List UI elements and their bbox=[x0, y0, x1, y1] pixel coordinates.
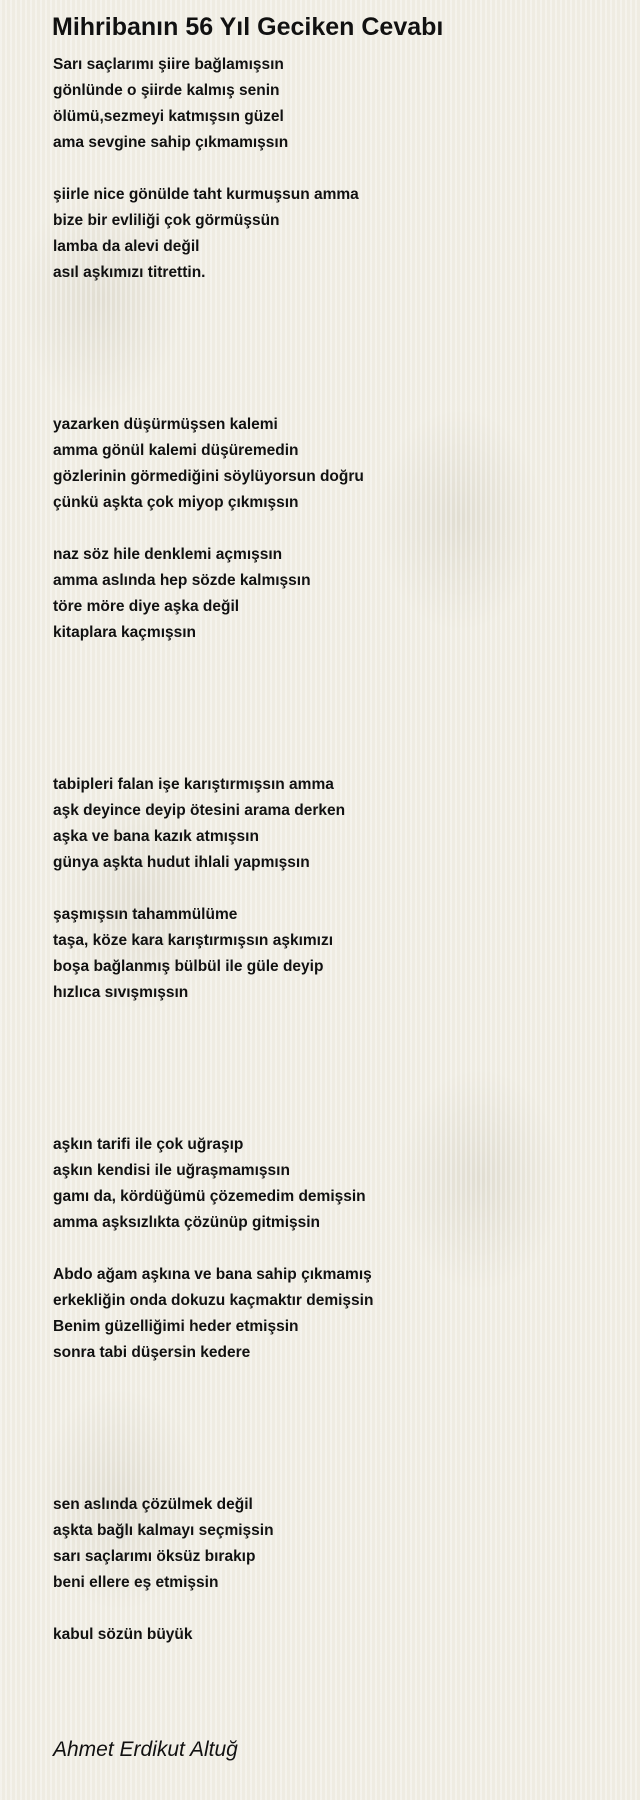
stanza-gap bbox=[53, 876, 613, 902]
poem-line: aşka ve bana kazık atmışsın bbox=[53, 828, 259, 845]
stanza-gap bbox=[53, 156, 613, 182]
poem-line: kabul sözün büyük bbox=[53, 1626, 193, 1643]
poem-line: gönlünde o şiirde kalmış senin bbox=[53, 82, 280, 99]
poem-line: aşk deyince deyip ötesini arama derken bbox=[53, 802, 346, 819]
stanza-10 bbox=[53, 1622, 613, 1648]
poem-line: boşa bağlanmış bülbül ile güle deyip bbox=[53, 958, 324, 975]
poem-line: kitaplara kaçmışsın bbox=[53, 624, 197, 641]
stanza-5 bbox=[53, 772, 613, 876]
stanza-gap bbox=[53, 1236, 613, 1262]
poem-line: Sarı saçlarımı şiire bağlamışsın bbox=[53, 56, 284, 73]
section-gap bbox=[53, 286, 613, 412]
poem-line: şaşmışsın tahammülüme bbox=[53, 906, 238, 923]
section-gap bbox=[53, 1366, 613, 1492]
stanza-1 bbox=[53, 52, 613, 156]
poem-title: Mihribanın 56 Yıl Geciken Cevabı bbox=[52, 13, 444, 41]
poem-line: gözlerinin görmediğini söylüyorsun doğru bbox=[53, 468, 364, 485]
poem-line: amma aslında hep sözde kalmışsın bbox=[53, 572, 311, 589]
poem-line: asıl aşkımızı titrettin. bbox=[53, 264, 206, 281]
stanza-gap bbox=[53, 1596, 613, 1622]
poem-line: sonra tabi düşersin kedere bbox=[53, 1344, 251, 1361]
poem-line: beni ellere eş etmişsin bbox=[53, 1574, 219, 1591]
poem-line: çünkü aşkta çok miyop çıkmışsın bbox=[53, 494, 299, 511]
poem-line: töre möre diye aşka değil bbox=[53, 598, 240, 615]
stanza-7 bbox=[53, 1132, 613, 1236]
poem-line: sarı saçlarımı öksüz bırakıp bbox=[53, 1548, 256, 1565]
poem-line: şiirle nice gönülde taht kurmuşsun amma bbox=[53, 186, 359, 203]
section-gap bbox=[53, 646, 613, 772]
poem-line: yazarken düşürmüşsen kalemi bbox=[53, 416, 278, 433]
poem-line: naz söz hile denklemi açmışsın bbox=[53, 546, 283, 563]
poem-line: erkekliğin onda dokuzu kaçmaktır demişsin bbox=[53, 1292, 374, 1309]
poem-line: hızlıca sıvışmışsın bbox=[53, 984, 189, 1001]
stanza-gap bbox=[53, 516, 613, 542]
poem-line: bize bir evliliği çok görmüşsün bbox=[53, 212, 280, 229]
stanza-9 bbox=[53, 1492, 613, 1596]
poem-line: amma aşksızlıkta çözünüp gitmişsin bbox=[53, 1214, 321, 1231]
poem-line: lamba da alevi değil bbox=[53, 238, 200, 255]
poem-line: Benim güzelliğimi heder etmişsin bbox=[53, 1318, 299, 1335]
poem-line: Abdo ağam aşkına ve bana sahip çıkmamış bbox=[53, 1266, 372, 1283]
stanza-3 bbox=[53, 412, 613, 516]
stanza-4 bbox=[53, 542, 613, 646]
poem-body bbox=[53, 52, 613, 1648]
poem-line: amma gönül kalemi düşüremedin bbox=[53, 442, 299, 459]
poem-line: taşa, köze kara karıştırmışsın aşkımızı bbox=[53, 932, 334, 949]
poem-line: tabipleri falan işe karıştırmışsın amma bbox=[53, 776, 334, 793]
poem-line: aşkta bağlı kalmayı seçmişsin bbox=[53, 1522, 274, 1539]
poem-line: günya aşkta hudut ihlali yapmışsın bbox=[53, 854, 310, 871]
poem-line: ama sevgine sahip çıkmamışsın bbox=[53, 134, 289, 151]
stanza-2 bbox=[53, 182, 613, 286]
section-gap bbox=[53, 1006, 613, 1132]
poem-line: aşkın kendisi ile uğraşmamışsın bbox=[53, 1162, 290, 1179]
stanza-8 bbox=[53, 1262, 613, 1366]
poem-line: sen aslında çözülmek değil bbox=[53, 1496, 253, 1513]
author-name[interactable]: Ahmet Erdikut Altuğ bbox=[53, 1738, 238, 1761]
stanza-6 bbox=[53, 902, 613, 1006]
poem-line: gamı da, kördüğümü çözemedim demişsin bbox=[53, 1188, 366, 1205]
poem-line: ölümü,sezmeyi katmışsın güzel bbox=[53, 108, 284, 125]
poem-line: aşkın tarifi ile çok uğraşıp bbox=[53, 1136, 244, 1153]
